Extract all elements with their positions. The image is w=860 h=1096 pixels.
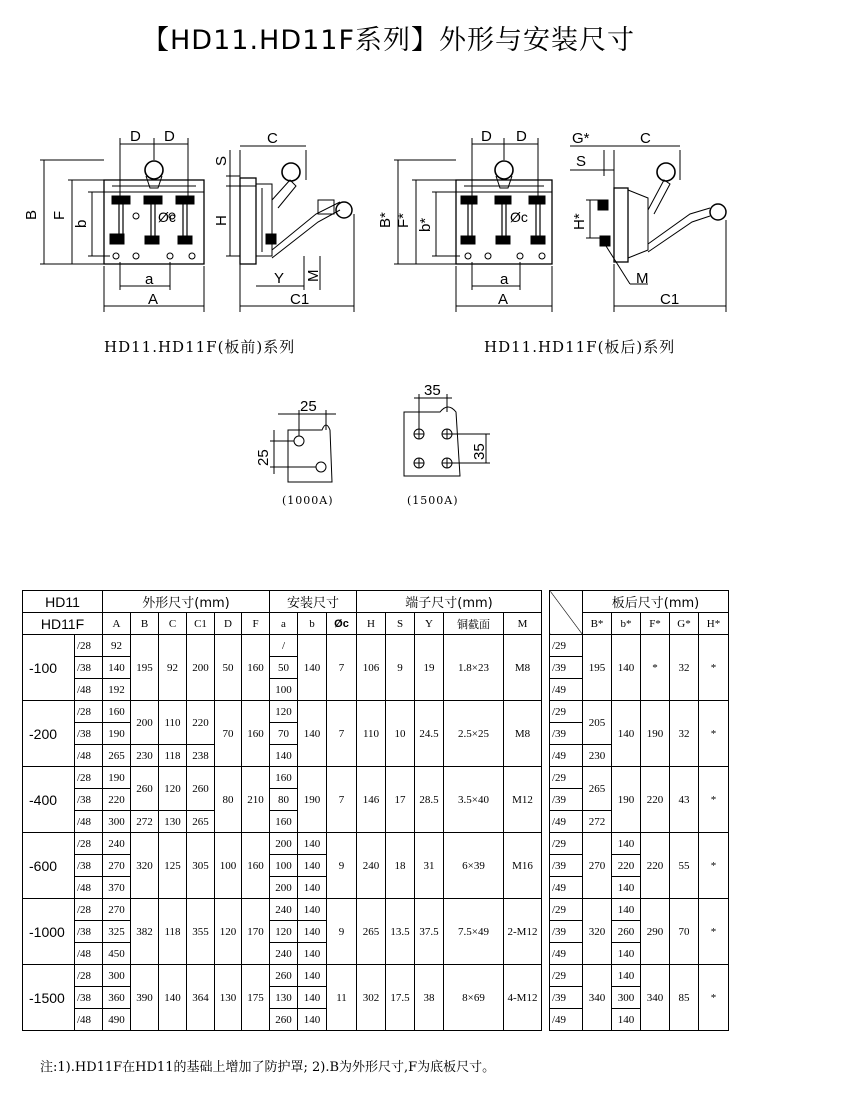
cell-a: 490 <box>103 1009 131 1031</box>
cell-a: 190 <box>103 767 131 789</box>
col-s: S <box>386 613 415 635</box>
cell-bs-mount: 140 <box>612 965 641 987</box>
cell-gs: 85 <box>670 965 699 1031</box>
pole-cell: /38 <box>75 987 103 1009</box>
dim-fs: F* <box>395 213 412 228</box>
dim-phic: Øc <box>158 209 176 225</box>
cell-cu: 8×69 <box>444 965 504 1031</box>
footnote: 注:1).HD11F在HD11的基础上增加了防护罩; 2).B为外形尺寸,F为底板尺寸。 <box>40 1060 496 1075</box>
pole-cell: /38 <box>75 657 103 679</box>
rear-pole-cell: /49 <box>550 943 583 965</box>
table-row <box>23 701 729 723</box>
cell-c1: 305 <box>187 833 215 899</box>
dim-gs: G* <box>572 130 590 147</box>
cell-bs-mount: 140 <box>612 877 641 899</box>
dim-b-mount: b <box>73 219 90 228</box>
dim-25-v: 25 <box>255 449 272 466</box>
rear-pole-cell: /39 <box>550 855 583 877</box>
rear-pole-cell: /39 <box>550 723 583 745</box>
cell-a-mount: 200 <box>270 833 298 855</box>
model-cell: -1500 <box>23 965 75 1031</box>
cell-h: 265 <box>357 899 386 965</box>
col-f: F <box>242 613 270 635</box>
pole-cell: /28 <box>75 635 103 657</box>
dim-bs-mount: b* <box>417 217 434 232</box>
cell-b: 272 <box>131 811 159 833</box>
group-terminal: 端子尺寸(mm) <box>357 591 542 613</box>
diagonal-cell <box>550 591 583 635</box>
dim-phic-back: Øc <box>510 209 528 225</box>
cell-d: 70 <box>215 701 242 767</box>
rear-pole-cell: /49 <box>550 811 583 833</box>
caption-front: HD11.HD11F(板前)系列 <box>104 338 296 356</box>
caption-1000a: (1000A) <box>282 494 334 507</box>
spec-table <box>22 590 729 1031</box>
col-a: A <box>103 613 131 635</box>
cell-c: 140 <box>159 965 187 1031</box>
cell-a: 160 <box>103 701 131 723</box>
group-outline: 外形尺寸(mm) <box>103 591 270 613</box>
caption-back: HD11.HD11F(板后)系列 <box>484 338 676 356</box>
cell-cu: 6×39 <box>444 833 504 899</box>
cell-gs: 32 <box>670 635 699 701</box>
cell-a-mount: 160 <box>270 811 298 833</box>
cell-b: 390 <box>131 965 159 1031</box>
rear-pole-cell: /49 <box>550 679 583 701</box>
cell-hs: * <box>699 899 729 965</box>
cell-gs: 32 <box>670 701 699 767</box>
col-b: B <box>131 613 159 635</box>
cell-bs-mount: 140 <box>612 1009 641 1031</box>
model-header-hd11f: HD11F <box>23 613 103 635</box>
table-row <box>23 965 729 987</box>
cell-f: 160 <box>242 833 270 899</box>
dim-m-back: M <box>636 270 649 287</box>
cell-d: 100 <box>215 833 242 899</box>
cell-s: 17.5 <box>386 965 415 1031</box>
cell-a: 220 <box>103 789 131 811</box>
cell-c1: 238 <box>187 745 215 767</box>
back-side-drawing <box>570 146 726 312</box>
cell-gs: 43 <box>670 767 699 833</box>
cell-b-mount: 140 <box>298 987 327 1009</box>
cell-bs-mount: 300 <box>612 987 641 1009</box>
cell-m: M8 <box>504 635 542 701</box>
cell-a: 270 <box>103 899 131 921</box>
model-cell: -1000 <box>23 899 75 965</box>
cell-phic: 11 <box>327 965 357 1031</box>
table-row <box>23 833 729 855</box>
cell-f: 160 <box>242 701 270 767</box>
cell-y: 31 <box>415 833 444 899</box>
cell-bs-mount: 190 <box>612 767 641 833</box>
cell-gs: 70 <box>670 899 699 965</box>
table-row <box>23 635 729 657</box>
cell-y: 37.5 <box>415 899 444 965</box>
dim-d1: D <box>130 128 141 145</box>
cell-c: 118 <box>159 899 187 965</box>
rear-pole-cell: /49 <box>550 877 583 899</box>
rear-pole-cell: /49 <box>550 1009 583 1031</box>
cell-b-mount: 140 <box>298 899 327 921</box>
cell-f: 160 <box>242 635 270 701</box>
dim-b-outline: B <box>23 209 40 220</box>
cell-a-mount: 130 <box>270 987 298 1009</box>
cell-fs: 190 <box>641 701 670 767</box>
cell-a-mount: 70 <box>270 723 298 745</box>
dim-m: M <box>305 269 322 282</box>
dim-f: F <box>51 210 68 220</box>
dim-s: S <box>213 155 230 166</box>
cell-b-mount: 140 <box>298 943 327 965</box>
cell-a-mount: 160 <box>270 767 298 789</box>
cell-fs: 340 <box>641 965 670 1031</box>
pole-cell: /38 <box>75 723 103 745</box>
col-gs: G* <box>670 613 699 635</box>
col-bs-mount: b* <box>612 613 641 635</box>
cell-bs-mount: 260 <box>612 921 641 943</box>
cell-bs: 230 <box>583 745 612 767</box>
cell-a-mount: 200 <box>270 877 298 899</box>
pole-cell: /28 <box>75 899 103 921</box>
cell-bs: 270 <box>583 833 612 899</box>
cell-a: 140 <box>103 657 131 679</box>
cell-c1: 220 <box>187 701 215 745</box>
cell-phic: 9 <box>327 899 357 965</box>
pole-cell: /38 <box>75 789 103 811</box>
dim-a-outline: A <box>148 291 159 308</box>
dim-d3: D <box>481 128 492 145</box>
rear-pole-cell: /39 <box>550 789 583 811</box>
cell-fs: 220 <box>641 833 670 899</box>
cell-b: 200 <box>131 701 159 745</box>
rear-pole-cell: /39 <box>550 657 583 679</box>
dim-bs: B* <box>377 212 394 228</box>
dim-d4: D <box>516 128 527 145</box>
table-row <box>23 767 729 789</box>
cell-a-mount: / <box>270 635 298 657</box>
cell-a-mount: 260 <box>270 1009 298 1031</box>
cell-cu: 1.8×23 <box>444 635 504 701</box>
cell-bs: 340 <box>583 965 612 1031</box>
page-title: 【HD11.HD11F系列】外形与安装尺寸 <box>142 25 636 56</box>
cell-b: 382 <box>131 899 159 965</box>
cell-f: 170 <box>242 899 270 965</box>
cell-c: 92 <box>159 635 187 701</box>
dim-h: H <box>213 215 230 226</box>
cell-hs: * <box>699 833 729 899</box>
cell-b-mount: 140 <box>298 855 327 877</box>
pole-cell: /28 <box>75 833 103 855</box>
cell-b-mount: 140 <box>298 965 327 987</box>
cell-bs-mount: 140 <box>612 833 641 855</box>
cell-fs: * <box>641 635 670 701</box>
terminal-1500a-drawing <box>404 394 490 476</box>
dim-a-back: a <box>500 271 509 288</box>
front-side-drawing <box>226 146 354 312</box>
cell-a: 270 <box>103 855 131 877</box>
cell-b-mount: 140 <box>298 635 327 701</box>
col-c1: C1 <box>187 613 215 635</box>
cell-h: 146 <box>357 767 386 833</box>
pole-cell: /28 <box>75 767 103 789</box>
pole-cell: /48 <box>75 943 103 965</box>
caption-1500a: (1500A) <box>407 494 459 507</box>
cell-a: 265 <box>103 745 131 767</box>
col-hs: H* <box>699 613 729 635</box>
cell-bs-mount: 140 <box>612 943 641 965</box>
cell-d: 130 <box>215 965 242 1031</box>
cell-fs: 220 <box>641 767 670 833</box>
table-gap <box>542 591 550 635</box>
cell-b-mount: 140 <box>298 1009 327 1031</box>
col-y: Y <box>415 613 444 635</box>
cell-a: 370 <box>103 877 131 899</box>
cell-b-mount: 140 <box>298 877 327 899</box>
front-panel-drawing <box>40 138 204 312</box>
dim-35-v: 35 <box>471 443 488 460</box>
cell-s: 9 <box>386 635 415 701</box>
cell-m: M8 <box>504 701 542 767</box>
cell-a-mount: 260 <box>270 965 298 987</box>
cell-m: M16 <box>504 833 542 899</box>
col-h: H <box>357 613 386 635</box>
cell-b-mount: 190 <box>298 767 327 833</box>
cell-a: 300 <box>103 965 131 987</box>
cell-b: 230 <box>131 745 159 767</box>
cell-a: 325 <box>103 921 131 943</box>
cell-d: 80 <box>215 767 242 833</box>
cell-b-mount: 140 <box>298 833 327 855</box>
cell-phic: 7 <box>327 767 357 833</box>
cell-c: 130 <box>159 811 187 833</box>
cell-b-mount: 140 <box>298 921 327 943</box>
cell-bs: 195 <box>583 635 612 701</box>
cell-phic: 7 <box>327 701 357 767</box>
dim-a: a <box>145 271 154 288</box>
cell-c: 118 <box>159 745 187 767</box>
pole-cell: /48 <box>75 679 103 701</box>
terminal-1000a-drawing <box>270 410 336 482</box>
cell-a: 92 <box>103 635 131 657</box>
rear-pole-cell: /29 <box>550 701 583 723</box>
cell-s: 18 <box>386 833 415 899</box>
cell-y: 19 <box>415 635 444 701</box>
cell-a: 300 <box>103 811 131 833</box>
cell-h: 106 <box>357 635 386 701</box>
col-cu: 铜截面 <box>444 613 504 635</box>
cell-phic: 7 <box>327 635 357 701</box>
table-gap <box>542 635 550 1031</box>
cell-hs: * <box>699 635 729 701</box>
table-row <box>23 899 729 921</box>
cell-phic: 9 <box>327 833 357 899</box>
model-cell: -600 <box>23 833 75 899</box>
dim-35-h: 35 <box>424 382 441 399</box>
cell-cu: 2.5×25 <box>444 701 504 767</box>
rear-pole-cell: /39 <box>550 921 583 943</box>
cell-cu: 7.5×49 <box>444 899 504 965</box>
cell-a-mount: 100 <box>270 679 298 701</box>
pole-cell: /48 <box>75 877 103 899</box>
cell-hs: * <box>699 965 729 1031</box>
group-install: 安装尺寸 <box>270 591 357 613</box>
rear-pole-cell: /29 <box>550 899 583 921</box>
cell-hs: * <box>699 701 729 767</box>
pole-cell: /48 <box>75 745 103 767</box>
cell-m: 4-M12 <box>504 965 542 1031</box>
cell-c1: 355 <box>187 899 215 965</box>
pole-cell: /38 <box>75 855 103 877</box>
cell-s: 13.5 <box>386 899 415 965</box>
dim-a-outline-back: A <box>498 291 509 308</box>
cell-bs-mount: 140 <box>612 635 641 701</box>
cell-f: 175 <box>242 965 270 1031</box>
rear-pole-cell: /39 <box>550 987 583 1009</box>
group-back: 板后尺寸(mm) <box>583 591 729 613</box>
pole-cell: /38 <box>75 921 103 943</box>
cell-a-mount: 240 <box>270 943 298 965</box>
dim-c: C <box>267 130 278 147</box>
cell-y: 38 <box>415 965 444 1031</box>
cell-bs: 272 <box>583 811 612 833</box>
dim-c-back: C <box>640 130 651 147</box>
col-d: D <box>215 613 242 635</box>
cell-a-mount: 240 <box>270 899 298 921</box>
cell-b: 320 <box>131 833 159 899</box>
cell-c1: 200 <box>187 635 215 701</box>
cell-hs: * <box>699 767 729 833</box>
cell-c1: 364 <box>187 965 215 1031</box>
cell-bs-mount: 140 <box>612 701 641 767</box>
model-cell: -200 <box>23 701 75 767</box>
dim-y: Y <box>274 270 285 287</box>
model-cell: -400 <box>23 767 75 833</box>
cell-fs: 290 <box>641 899 670 965</box>
cell-h: 240 <box>357 833 386 899</box>
model-cell: -100 <box>23 635 75 701</box>
cell-a-mount: 140 <box>270 745 298 767</box>
col-c: C <box>159 613 187 635</box>
cell-bs: 205 <box>583 701 612 745</box>
rear-pole-cell: /29 <box>550 635 583 657</box>
cell-a-mount: 100 <box>270 855 298 877</box>
pole-cell: /48 <box>75 1009 103 1031</box>
cell-b: 195 <box>131 635 159 701</box>
cell-bs: 320 <box>583 899 612 965</box>
cell-b: 260 <box>131 767 159 811</box>
col-a-mount: a <box>270 613 298 635</box>
cell-c1: 265 <box>187 811 215 833</box>
cell-h: 110 <box>357 701 386 767</box>
dim-c1: C1 <box>290 291 310 308</box>
cell-c1: 260 <box>187 767 215 811</box>
cell-m: M12 <box>504 767 542 833</box>
cell-f: 210 <box>242 767 270 833</box>
rear-pole-cell: /29 <box>550 965 583 987</box>
cell-a: 240 <box>103 833 131 855</box>
cell-y: 24.5 <box>415 701 444 767</box>
cell-c: 110 <box>159 701 187 745</box>
cell-c: 125 <box>159 833 187 899</box>
cell-b-mount: 140 <box>298 701 327 767</box>
dim-hs: H* <box>571 213 588 230</box>
cell-a-mount: 120 <box>270 921 298 943</box>
rear-pole-cell: /29 <box>550 767 583 789</box>
cell-d: 50 <box>215 635 242 701</box>
cell-bs-mount: 220 <box>612 855 641 877</box>
cell-m: 2-M12 <box>504 899 542 965</box>
col-fs: F* <box>641 613 670 635</box>
cell-bs-mount: 140 <box>612 899 641 921</box>
cell-a: 450 <box>103 943 131 965</box>
dim-d2: D <box>164 128 175 145</box>
cell-a-mount: 120 <box>270 701 298 723</box>
dim-25-h: 25 <box>300 398 317 415</box>
cell-c: 120 <box>159 767 187 811</box>
pole-cell: /28 <box>75 965 103 987</box>
cell-bs: 265 <box>583 767 612 811</box>
dim-c1-back: C1 <box>660 291 680 308</box>
pole-cell: /48 <box>75 811 103 833</box>
col-b-mount: b <box>298 613 327 635</box>
cell-d: 120 <box>215 899 242 965</box>
cell-a: 360 <box>103 987 131 1009</box>
cell-a: 190 <box>103 723 131 745</box>
cell-cu: 3.5×40 <box>444 767 504 833</box>
cell-a-mount: 50 <box>270 657 298 679</box>
cell-y: 28.5 <box>415 767 444 833</box>
cell-gs: 55 <box>670 833 699 899</box>
dim-s-back: S <box>576 153 587 170</box>
cell-s: 17 <box>386 767 415 833</box>
cell-a: 192 <box>103 679 131 701</box>
rear-pole-cell: /29 <box>550 833 583 855</box>
rear-pole-cell: /49 <box>550 745 583 767</box>
pole-cell: /28 <box>75 701 103 723</box>
cell-s: 10 <box>386 701 415 767</box>
cell-a-mount: 80 <box>270 789 298 811</box>
cell-h: 302 <box>357 965 386 1031</box>
col-m: M <box>504 613 542 635</box>
col-phic: Øc <box>327 613 357 635</box>
col-bs: B* <box>583 613 612 635</box>
model-header-hd11: HD11 <box>23 591 103 613</box>
